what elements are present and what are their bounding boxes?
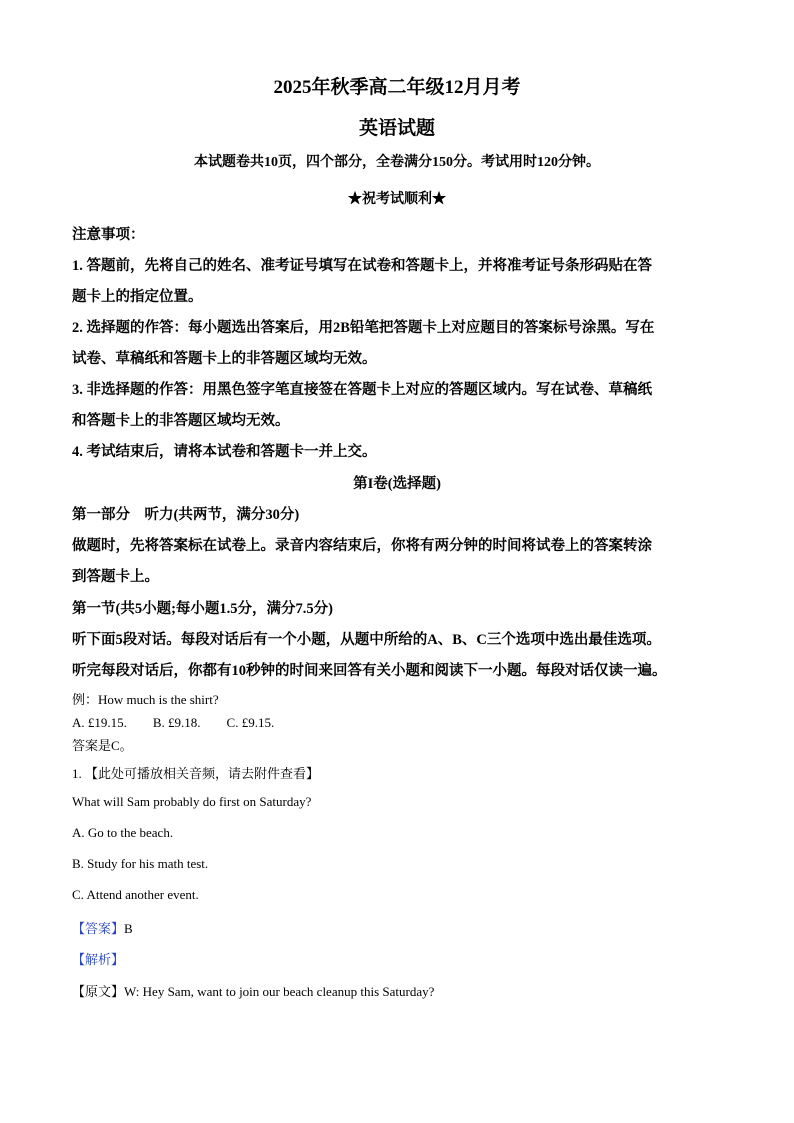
notice-line: 1. 答题前，先将自己的姓名、准考证号填写在试卷和答题卡上，并将准考证号条形码贴在答	[72, 258, 652, 274]
answer-tag: 【答案】	[72, 921, 125, 936]
question-stem: What will Sam probably do first on Saturday?	[72, 794, 312, 809]
analysis-row	[72, 949, 124, 968]
option-a: A. Go to the beach.	[72, 825, 174, 840]
original-text: W: Hey Sam, want to join our beach cleanup this Saturday?	[124, 984, 435, 999]
option-c: C. Attend another event.	[72, 887, 199, 902]
notice-heading: 注意事项：	[72, 227, 145, 243]
audio-note[interactable]: 【此处可播放相关音频，请去附件查看】	[85, 766, 320, 781]
notice-line: 试卷、草稿纸和答题卡上的非答题区域均无效。	[72, 351, 377, 367]
original-text-row	[72, 981, 434, 1000]
option-b: B. Study for his math test.	[72, 856, 209, 871]
part1-heading: 第一部分 听力(共两节，满分30分)	[72, 507, 300, 523]
example-answer: 答案是C。	[72, 738, 133, 753]
part1-instructions: 做题时，先将答案标在试卷上。录音内容结束后，你将有两分钟的时间将试卷上的答案转涂	[72, 538, 652, 554]
exam-wish: ★祝考试顺利★	[348, 192, 446, 207]
answer-row	[72, 918, 133, 937]
exam-title: 2025年秋季高二年级12月月考	[273, 77, 521, 98]
question-1-header	[72, 763, 319, 782]
original-tag: 【原文】	[72, 984, 125, 999]
answer-value: B	[124, 921, 133, 936]
section1-heading: 第一节(共5小题;每小题1.5分，满分7.5分)	[72, 601, 333, 617]
question-number: 1.	[72, 766, 82, 781]
notice-line: 4. 考试结束后，请将本试卷和答题卡一并上交。	[72, 444, 377, 460]
example-options: A. £19.15. B. £9.18. C. £9.15.	[72, 715, 275, 730]
part1-instructions: 到答题卡上。	[72, 569, 159, 585]
notice-line: 2. 选择题的作答：每小题选出答案后，用2B铅笔把答题卡上对应题目的答案标号涂黑。写在	[72, 320, 655, 336]
example-question: 例：How much is the shirt?	[72, 692, 219, 707]
section1-instructions: 听下面5段对话。每段对话后有一个小题，从题中所给的A、B、C三个选项中选出最佳选项。	[72, 632, 661, 648]
notice-line: 题卡上的指定位置。	[72, 289, 203, 305]
subject-title: 英语试题	[358, 118, 435, 139]
notice-line: 3. 非选择题的作答：用黑色签字笔直接签在答题卡上对应的答题区域内。写在试卷、草稿纸	[72, 382, 652, 398]
analysis-tag: 【解析】	[72, 952, 125, 967]
section1-instructions: 听完每段对话后，你都有10秒钟的时间来回答有关小题和阅读下一小题。每段对话仅读一遍。	[72, 663, 667, 679]
notice-line: 和答题卡上的非答题区域均无效。	[72, 413, 290, 429]
volume-title: 第I卷(选择题)	[353, 476, 441, 492]
exam-info: 本试题卷共10页，四个部分，全卷满分150分。考试用时120分钟。	[194, 155, 600, 170]
